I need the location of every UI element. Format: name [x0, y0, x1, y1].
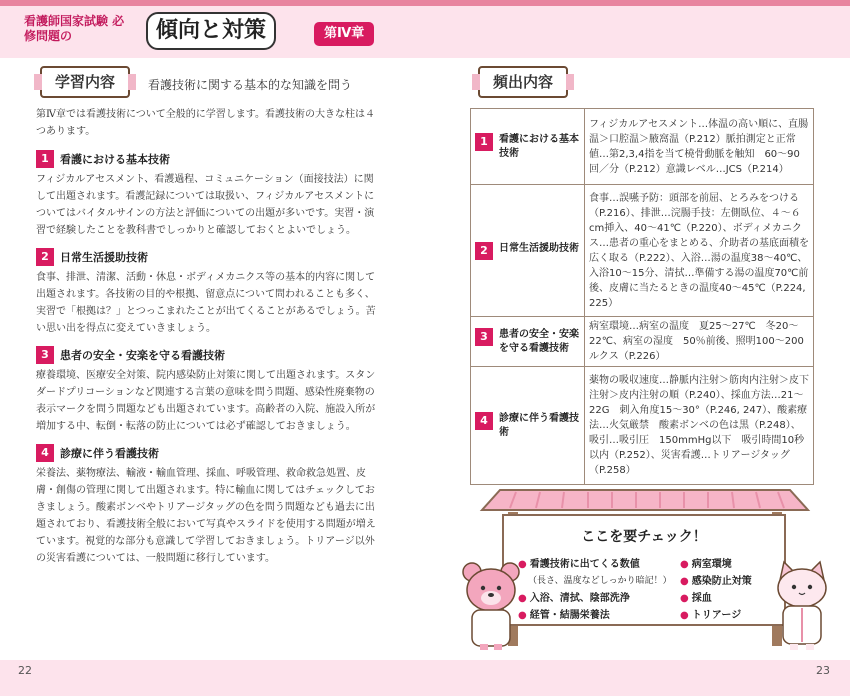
learning-content-sign: 学習内容 [40, 66, 130, 98]
row-number: 3 [475, 328, 493, 346]
check-list-right [680, 556, 784, 624]
check-item-note: （長さ、温度などしっかり暗記！） [528, 576, 672, 586]
section-body: 栄養法、薬物療法、輸液・輸血管理、採血、呼吸管理、救命救急処置、皮膚・創傷の管理に関して出題されます。特に輸血に関してはチェックしておきましょう。酸素ボンベやトリアージタッグの色を問う問題なども過去に出題されており、看護技術全般において写真やスライドを使用する問題が増えています。視覚的な部分も意識して学習しておきましょう。トリアージ以外の災害看護については、一般問題に移行しています。 [36, 468, 376, 564]
row-content: 薬物の吸収速度…静脈内注射＞筋肉内注射＞皮下注射＞皮内注射の順（P.240）、採血方法…21～22G 刺入角度15～30°（P.246, 247）、酸素療法…火気厳禁 酸素ボンベの色は黒（P.248）、吸引…吸引圧 150mmHg以下 吸引時間10秒以内（P.252）、災害看護…トリアージタッグ（P.258） [585, 367, 814, 485]
section-body: 食事、排泄、清潔、活動・休息・ボディメカニクス等の基本的内容に関して出題されます。各技術の目的や根拠、留意点について問われることも多く、実習で「根拠は？」とつっこまれたことが出てくることがあるでしょう。苦い思い出を得点に変えていきましょう。 [36, 272, 376, 334]
row-category: 診療に伴う看護技術 [499, 412, 579, 438]
check-list-left [518, 556, 672, 624]
section-number: 2 [36, 248, 54, 266]
table-row [471, 317, 814, 367]
learning-subtitle: 看護技術に関する基本的な知識を問う [148, 78, 353, 92]
row-number: 1 [475, 133, 493, 151]
row-category: 看護における基本技術 [499, 133, 579, 159]
section-body: 療養環境、医療安全対策、院内感染防止対策に関して出題されます。スタンダードプリコーションなど関連する言葉の意味を問う問題、感染性廃棄物の表示マークを問う問題なども出題されています。高齢者の入院、施設入所が増加する中、転倒・転落の防止については必ず確認しておきましょう。 [36, 370, 376, 432]
row-content: 病室環境…病室の温度 夏25～27℃ 冬20～22℃、病室の湿度 50％前後、照明100～200ルクス（P.226） [585, 317, 814, 367]
section-title: 日常生活援助技術 [60, 250, 148, 264]
check-item: ● 経管・結腸栄養法 [518, 610, 610, 621]
section-patient-safety [36, 345, 378, 435]
row-category: 日常生活援助技術 [499, 242, 579, 254]
frequent-content-sign: 頻出内容 [478, 66, 568, 98]
series-label: 看護師国家試験 必修問題の [24, 14, 125, 43]
check-item: ● 採血 [680, 593, 712, 604]
page-title: 傾向と対策 [146, 12, 276, 50]
section-number: 3 [36, 346, 54, 364]
section-number: 1 [36, 150, 54, 168]
header-stripe [0, 0, 850, 6]
check-board [502, 514, 786, 626]
page-header [0, 0, 850, 58]
section-title: 患者の安全・安楽を守る看護技術 [60, 348, 225, 362]
check-title: ここを要チェック！ [581, 529, 707, 545]
section-body: フィジカルアセスメント、看護過程、コミュニケーション（面接技法）に関して出題されます。看護記録については取扱い、フィジカルアセスメントについてはバイタルサインの方法と評価についての出題が多いです。実習・演習で経験したことを教科書でしっかりと確認しておくとよいでしょう。 [36, 174, 375, 236]
check-item: ● トリアージ [680, 610, 742, 621]
check-item: ● 看護技術に出てくる数値 [518, 559, 640, 570]
check-item: ● 感染防止対策 [680, 576, 752, 587]
row-content: 食事…誤嚥予防：頭部を前屈、とろみをつける（P.216）、排泄…浣腸手技：左側臥位、４～６cm挿入、40～41℃（P.220）、ボディメカニクス…患者の重心をまとめる、介助者の基底面積を広く取る（P.222）、入浴…湯の温度38～40℃、入浴10～15分、清拭…準備する湯の温度70℃前後、皮膚に当たるときの温度40～45℃（P.224, 225） [585, 185, 814, 317]
row-number: 4 [475, 412, 493, 430]
page-number-left: 22 [18, 664, 32, 677]
chapter-badge: 第Ⅳ章 [314, 22, 374, 46]
bear-nurse-illustration [460, 560, 524, 656]
cat-nurse-illustration [770, 560, 834, 656]
check-item: ● 病室環境 [680, 559, 732, 570]
section-title: 診療に伴う看護技術 [60, 446, 159, 460]
table-row [471, 109, 814, 185]
section-daily-living [36, 247, 378, 337]
table-row [471, 185, 814, 317]
table-row [471, 367, 814, 485]
check-item: ● 入浴、清拭、陰部洗浄 [518, 593, 630, 604]
page-footer [0, 660, 850, 696]
row-category: 患者の安全・安楽を守る看護技術 [499, 328, 579, 354]
section-title: 看護における基本技術 [60, 152, 170, 166]
intro-text: 第Ⅳ章では看護技術について全般的に学習します。看護技術の大きな柱は４つあります。 [36, 109, 375, 137]
page-number-right: 23 [816, 664, 830, 677]
section-number: 4 [36, 444, 54, 462]
left-column [36, 106, 378, 575]
board-roof [476, 488, 814, 512]
row-number: 2 [475, 242, 493, 260]
section-basic-technique [36, 149, 378, 239]
frequent-content-table [470, 108, 814, 485]
section-clinical-care [36, 443, 378, 567]
row-content: フィジカルアセスメント…体温の高い順に、直腸温＞口腔温＞腋窩温（P.212）脈拍測定と正常値…第2,3,4指を当て橈骨動脈を触知 60～90回／分（P.212）意識レベル…JCS（P.214） [585, 109, 814, 185]
